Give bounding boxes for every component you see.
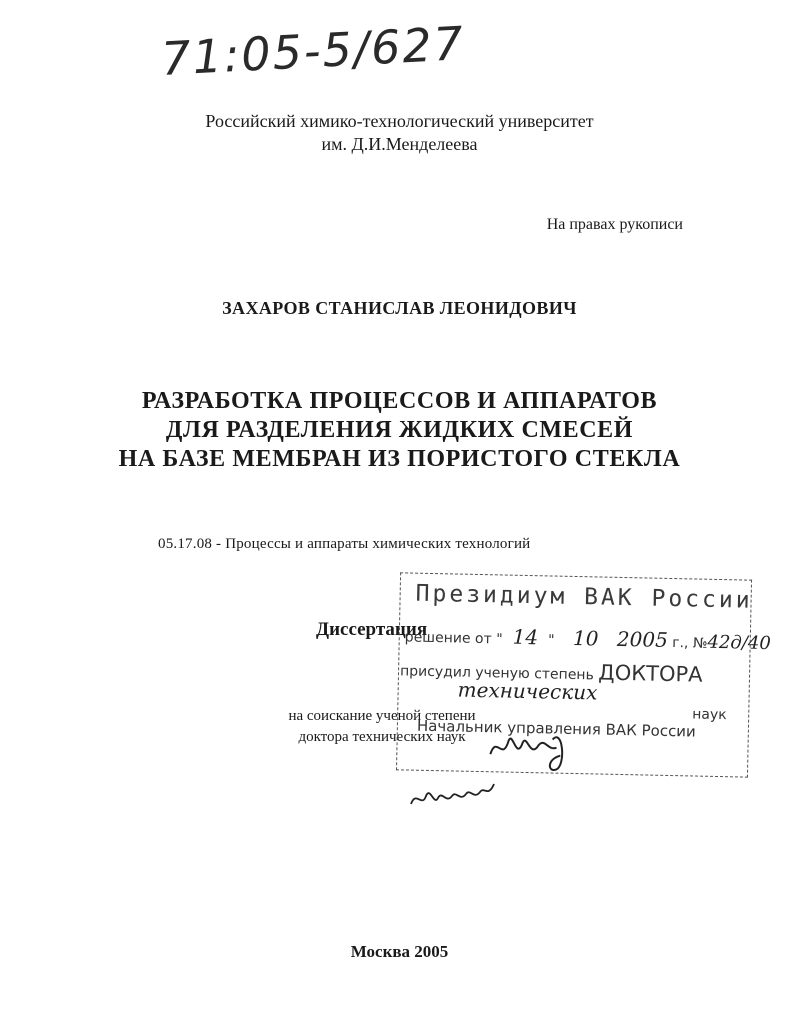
author-name: ЗАХАРОВ СТАНИСЛАВ ЛЕОНИДОВИЧ [222,298,577,318]
university-block [0,110,799,156]
stamp-field-suffix: наук [692,706,727,724]
thesis-title-line-3: НА БАЗЕ МЕМБРАН ИЗ ПОРИСТОГО СТЕКЛА [118,446,681,472]
stamp-date-day: 14 [512,624,539,650]
degree-line-2: доктора технических наук [298,729,466,745]
rights-note: На правах рукописи [546,216,683,233]
stamp-head-title: Начальник управления ВАК России [416,716,696,741]
city-year: Москва 2005 [350,942,449,961]
degree-line-1: на соискание ученой степени [288,708,476,724]
thesis-title-line-1: РАЗРАБОТКА ПРОЦЕССОВ И АППАРАТОВ [141,388,658,414]
thesis-title-line-2: ДЛЯ РАЗДЕЛЕНИЯ ЖИДКИХ СМЕСЕЙ [165,417,634,443]
stamp-date-month: 10 [572,625,599,651]
stamp-awarded: присудил ученую степень [399,663,594,684]
stamp-field-handwritten: технических [457,677,598,705]
document-type: Диссертация [316,619,428,640]
university-name: Российский химико-технологический университет [205,111,594,131]
stamp-degree-level: ДОКТОРА [598,660,703,687]
stamp-decision-prefix: решение от [404,629,492,648]
stamp-number-prefix: г., № [672,635,708,652]
stamp-title: Президиум ВАК России [415,580,753,614]
stamp-decision-line: решение от " 14 " 10 2005 г., №42д/40 [404,624,772,655]
stamp-signature-icon [486,724,597,774]
stamp-decision-number: 42д/40 [707,631,772,655]
handwritten-catalog-code: 71:05-5/627 [160,16,467,86]
specialty-code: 05.17.08 - Процессы и аппараты химических технологий [158,536,531,552]
stamp-date-year: 2005 [616,626,669,652]
vak-stamp [396,572,772,779]
author-signature-icon [408,778,498,818]
university-honorific: им. Д.И.Менделеева [321,134,478,154]
thesis-title [0,387,799,474]
